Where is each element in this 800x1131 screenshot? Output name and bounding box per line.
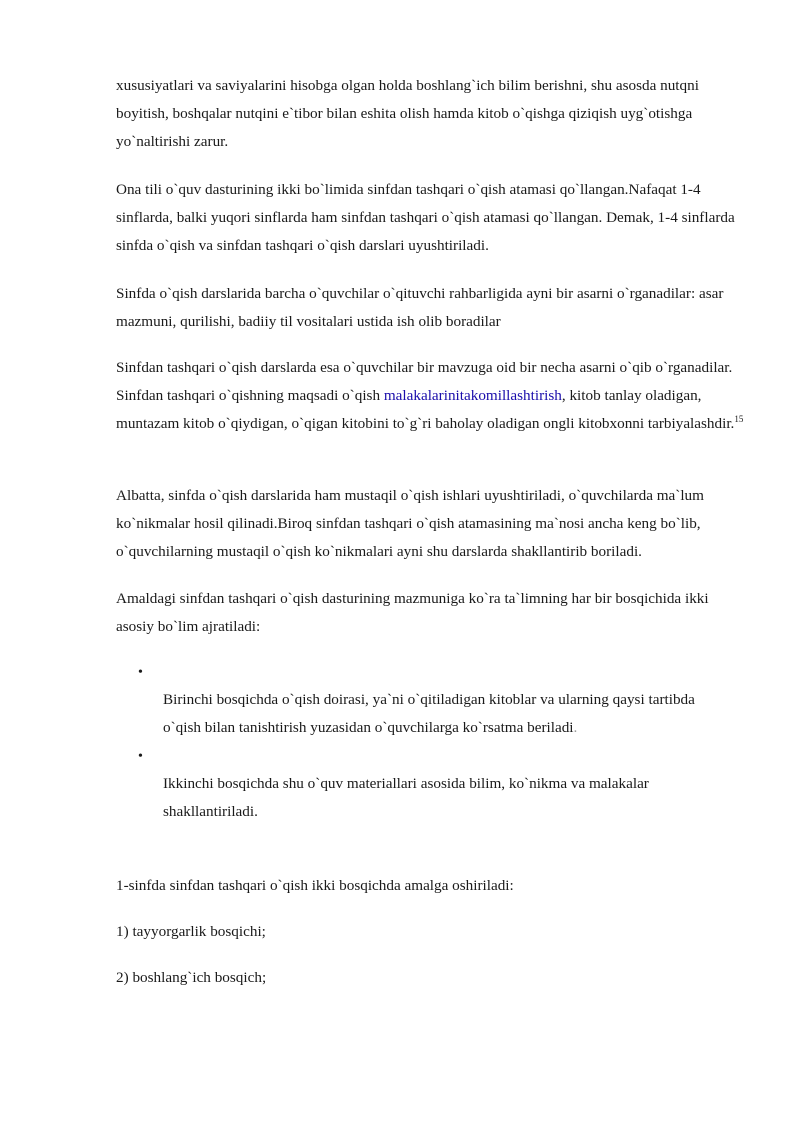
- paragraph-8: 1) tayyorgarlik bosqichi;: [116, 923, 266, 940]
- paragraph-4: [116, 354, 746, 438]
- malakalar-link[interactable]: malakalarinitakomillashtirish: [383, 387, 562, 404]
- bullet-marker-2: •: [138, 749, 143, 764]
- bullet-item-1-text: Birinchi bosqichda o`qish doirasi, ya`ni o`qitiladigan kitoblar va ularning qaysi tartibda o`qish bilan tanishtirish yuzasidan o`quvchilarga ko`rsatma beriladi: [163, 691, 695, 736]
- bullet-item-1-period: .: [573, 719, 578, 736]
- paragraph-6: Amaldagi sinfdan tashqari o`qish dasturining mazmuniga ko`ra ta`limning har bir bosqichida ikki asosiy bo`lim ajratiladi:: [116, 590, 709, 635]
- paragraph-5: Albatta, sinfda o`qish darslarida ham mustaqil o`qish ishlari uyushtiriladi, o`quvchilarda ma`lum ko`nikmalar hosil qilinadi.Biroq sinfdan tashqari o`qish atamasining ma`nosi ancha keng bo`lib, o`quvchilarning mustaqil o`qish ko`nikmalari ayni shu darslarda shakllantirib boriladi.: [116, 487, 704, 560]
- paragraph-1: xususiyatlari va saviyalarini hisobga olgan holda boshlang`ich bilim berishni, shu asosda nutqni boyitish, boshqalar nutqini e`tibor bilan eshita olish hamda kitob o`qishga qiziqish uyg`otishga yo`naltirishi zarur.: [116, 77, 699, 150]
- paragraph-9: 2) boshlang`ich bosqich;: [116, 969, 267, 986]
- bullet-marker-1: •: [138, 665, 143, 680]
- bullet-item-2: [163, 770, 733, 826]
- bullet-item-2-text: Ikkinchi bosqichda shu o`quv materiallari asosida bilim, ko`nikma va malakalar shakllantiriladi.: [163, 775, 649, 820]
- paragraph-7: 1-sinfda sinfdan tashqari o`qish ikki bosqichda amalga oshiriladi:: [116, 877, 514, 894]
- paragraph-3: Sinfda o`qish darslarida barcha o`quvchilar o`qituvchi rahbarligida ayni bir asarni o`rganadilar: asar mazmuni, qurilishi, badiiy til vositalari ustida ish olib boradilar: [116, 285, 724, 330]
- footnote-marker[interactable]: 15: [734, 413, 744, 424]
- paragraph-2: Ona tili o`quv dasturining ikki bo`limida sinfdan tashqari o`qish atamasi qo`llangan.Nafaqat 1-4 sinflarda, balki yuqori sinflarda ham sinfdan tashqari o`qish atamasi qo`llangan. Demak, 1-4 sinflarda sinfda o`qish va sinfdan tashqari o`qish darslari uyushtiriladi.: [116, 181, 735, 254]
- paragraph-4-text-end: , kitob tanlay oladigan, muntazam kitob o`qiydigan, o`qigan kitobini to`g`ri baholay oladigan ongli kitobxonni tarbiyalashdir.: [116, 387, 735, 432]
- paragraph-4-text-start: Sinfdan tashqari o`qish darslarda esa o`quvchilar bir mavzuga oid bir necha asarni o`qib o`rganadilar. Sinfdan tashqari o`qishning maqsadi o`qish: [116, 359, 733, 404]
- bullet-item-1: [163, 686, 733, 742]
